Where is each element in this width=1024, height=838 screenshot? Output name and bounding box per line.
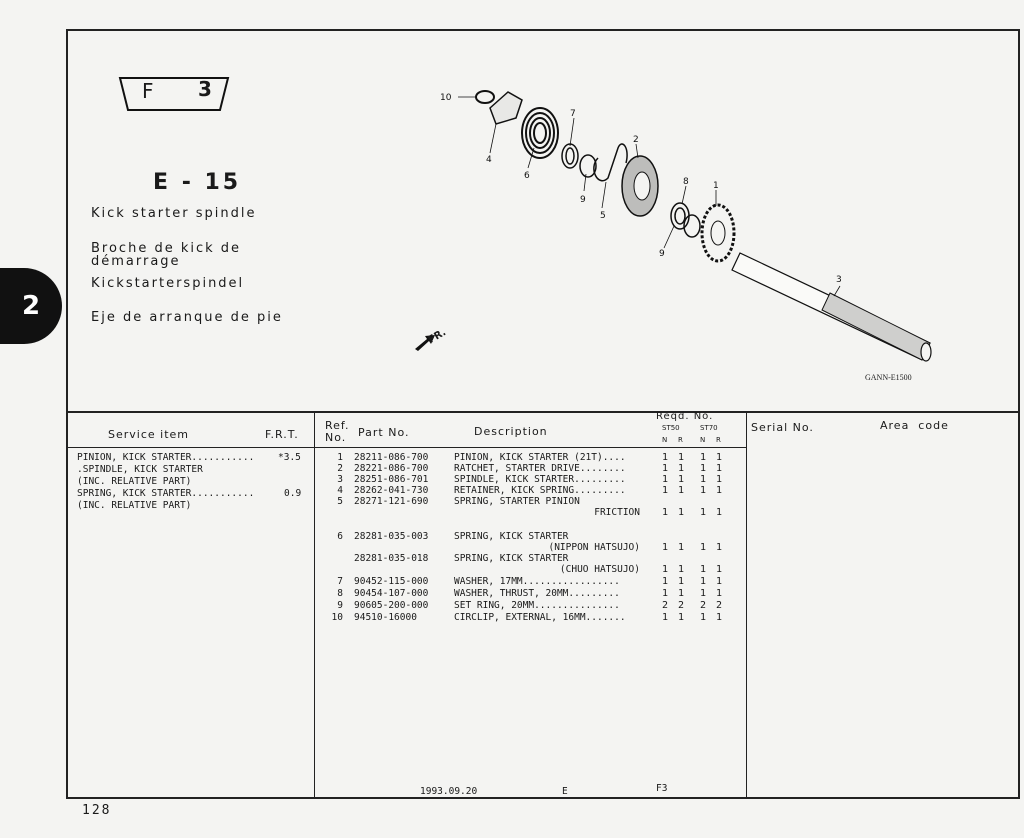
part-qty: 1 <box>661 474 669 485</box>
part-qty: 1 <box>677 588 685 599</box>
part-qty: 2 <box>699 600 707 611</box>
part-description: CIRCLIP, EXTERNAL, 16MM....... <box>454 612 626 623</box>
part-ref-no: 3 <box>337 474 343 485</box>
header-ref-no: Ref. No. <box>325 419 350 444</box>
column-divider-serial <box>746 411 747 799</box>
part-qty: 1 <box>699 463 707 474</box>
part-qty: 2 <box>677 600 685 611</box>
part-number: 28262-041-730 <box>354 485 429 496</box>
header-st70-r: R <box>716 436 722 444</box>
callout-6: 6 <box>524 171 530 181</box>
part-qty: 1 <box>677 463 685 474</box>
circlip-part <box>476 91 494 103</box>
header-frt: F.R.T. <box>265 428 299 441</box>
part-qty: 1 <box>715 507 723 518</box>
section-code: E - 15 <box>153 170 242 195</box>
diagram-code: GANN-E1500 <box>865 373 912 382</box>
title-french: Broche de kick de démarrage <box>91 241 242 269</box>
part-qty: 1 <box>661 564 669 575</box>
title-german: Kickstarterspindel <box>91 276 245 291</box>
part-qty: 1 <box>715 474 723 485</box>
header-reqd-no: Reqd. No. <box>656 411 714 422</box>
part-qty: 1 <box>661 576 669 587</box>
part-qty: 1 <box>715 564 723 575</box>
service-item-name: SPRING, KICK STARTER........... <box>77 488 255 499</box>
header-serial-no: Serial No. <box>751 421 814 434</box>
service-item-name: (INC. RELATIVE PART) <box>77 476 192 487</box>
callout-9b: 9 <box>659 249 665 259</box>
part-qty: 1 <box>661 485 669 496</box>
part-number: 90454-107-000 <box>354 588 429 599</box>
part-number: 28271-121-690 <box>354 496 429 507</box>
ratchet-part <box>622 156 658 216</box>
part-qty: 1 <box>715 542 723 553</box>
part-qty: 1 <box>677 507 685 518</box>
part-qty: 1 <box>715 576 723 587</box>
part-description: SPRING, KICK STARTER <box>454 553 569 564</box>
footer-date: 1993.09.20 <box>420 786 478 797</box>
part-ref-no: 10 <box>331 612 343 623</box>
part-ref-no: 6 <box>337 531 343 542</box>
part-qty: 1 <box>699 588 707 599</box>
part-description: SPRING, STARTER PINION <box>454 496 580 507</box>
title-spanish: Eje de arranque de pie <box>91 310 283 325</box>
part-qty: 1 <box>715 485 723 496</box>
part-qty: 1 <box>699 452 707 463</box>
part-qty: 1 <box>699 612 707 623</box>
badge-outline <box>118 74 230 114</box>
part-qty: 1 <box>715 612 723 623</box>
part-qty: 1 <box>677 564 685 575</box>
callout-1: 1 <box>713 181 719 191</box>
part-number: 28251-086-701 <box>354 474 429 485</box>
pinion-gear-part <box>702 205 734 261</box>
spindle-part <box>732 253 931 361</box>
footer-section: F3 <box>656 783 668 794</box>
part-description: RATCHET, STARTER DRIVE........ <box>454 463 626 474</box>
part-number: 28211-086-700 <box>354 452 429 463</box>
part-qty: 1 <box>661 452 669 463</box>
thrust-washer-part <box>671 203 689 229</box>
header-underline <box>67 447 746 448</box>
part-qty: 1 <box>699 485 707 496</box>
part-description: SPRING, KICK STARTER <box>454 531 569 542</box>
service-item-name: (INC. RELATIVE PART) <box>77 500 192 511</box>
part-qty: 1 <box>677 576 685 587</box>
part-number: 28221-086-700 <box>354 463 429 474</box>
part-description-note: (CHUO HATSUJO) <box>559 564 640 575</box>
part-qty: 1 <box>699 564 707 575</box>
header-st70: ST70 <box>700 424 718 432</box>
part-description: WASHER, THRUST, 20MM......... <box>454 588 620 599</box>
chapter-tab <box>0 268 62 344</box>
title-english: Kick starter spindle <box>91 206 257 221</box>
part-number: 94510-16000 <box>354 612 417 623</box>
part-number: 90605-200-000 <box>354 600 429 611</box>
callout-4: 4 <box>486 155 492 165</box>
header-part-no: Part No. <box>358 426 410 439</box>
part-description: WASHER, 17MM................. <box>454 576 620 587</box>
section-badge <box>118 74 230 114</box>
chapter-tab-number: 2 <box>21 291 41 321</box>
part-qty: 1 <box>677 474 685 485</box>
callout-2: 2 <box>633 135 639 145</box>
part-number: 90452-115-000 <box>354 576 429 587</box>
part-qty: 1 <box>661 542 669 553</box>
friction-spring-part <box>594 144 627 181</box>
part-qty: 1 <box>677 485 685 496</box>
callout-9a: 9 <box>580 195 586 205</box>
part-description: RETAINER, KICK SPRING......... <box>454 485 626 496</box>
part-qty: 1 <box>661 588 669 599</box>
service-item-frt: 0.9 <box>284 488 302 499</box>
callout-3: 3 <box>836 275 842 285</box>
part-ref-no: 2 <box>337 463 343 474</box>
part-qty: 1 <box>715 452 723 463</box>
header-st50-n: N <box>662 436 669 444</box>
section-number: 3 <box>198 77 212 101</box>
header-st70-n: N <box>700 436 707 444</box>
washer-17mm-part <box>562 144 578 168</box>
footer-code: E <box>562 786 568 797</box>
part-ref-no: 8 <box>337 588 343 599</box>
part-ref-no: 1 <box>337 452 343 463</box>
kick-spring-part <box>522 108 558 158</box>
part-qty: 2 <box>715 600 723 611</box>
part-qty: 1 <box>699 576 707 587</box>
part-ref-no: 5 <box>337 496 343 507</box>
service-item-frt: *3.5 <box>278 452 301 463</box>
header-st50: ST50 <box>662 424 680 432</box>
exploded-diagram <box>430 78 950 378</box>
part-qty: 1 <box>677 542 685 553</box>
part-ref-no: 7 <box>337 576 343 587</box>
part-qty: 1 <box>699 474 707 485</box>
frame-divider <box>68 411 1018 413</box>
part-description: SET RING, 20MM............... <box>454 600 620 611</box>
part-description-note: FRICTION <box>594 507 640 518</box>
service-item-name: PINION, KICK STARTER........... <box>77 452 255 463</box>
part-number: 28281-035-003 <box>354 531 429 542</box>
part-qty: 1 <box>715 588 723 599</box>
part-qty: 2 <box>661 600 669 611</box>
service-item-name: .SPINDLE, KICK STARTER <box>77 464 203 475</box>
part-ref-no: 9 <box>337 600 343 611</box>
part-qty: 1 <box>677 452 685 463</box>
part-qty: 1 <box>677 612 685 623</box>
front-direction-label: FR. <box>426 327 449 346</box>
column-divider-service <box>314 411 315 799</box>
part-ref-no: 4 <box>337 485 343 496</box>
header-service-item: Service item <box>108 428 190 441</box>
part-qty: 1 <box>661 463 669 474</box>
part-qty: 1 <box>699 542 707 553</box>
header-area-code: Area code <box>880 419 949 432</box>
part-number: 28281-035-018 <box>354 553 429 564</box>
callout-5: 5 <box>600 211 606 221</box>
callout-10: 10 <box>440 93 452 103</box>
part-description: PINION, KICK STARTER (21T).... <box>454 452 626 463</box>
part-qty: 1 <box>661 507 669 518</box>
header-description: Description <box>474 425 548 438</box>
part-qty: 1 <box>661 612 669 623</box>
part-qty: 1 <box>715 463 723 474</box>
part-description: SPINDLE, KICK STARTER......... <box>454 474 626 485</box>
part-qty: 1 <box>699 507 707 518</box>
section-letter: F <box>142 79 154 103</box>
callout-7: 7 <box>570 109 576 119</box>
callout-8: 8 <box>683 177 689 187</box>
header-st50-r: R <box>678 436 684 444</box>
page-number: 128 <box>82 803 112 818</box>
part-description-note: (NIPPON HATSUJO) <box>548 542 640 553</box>
